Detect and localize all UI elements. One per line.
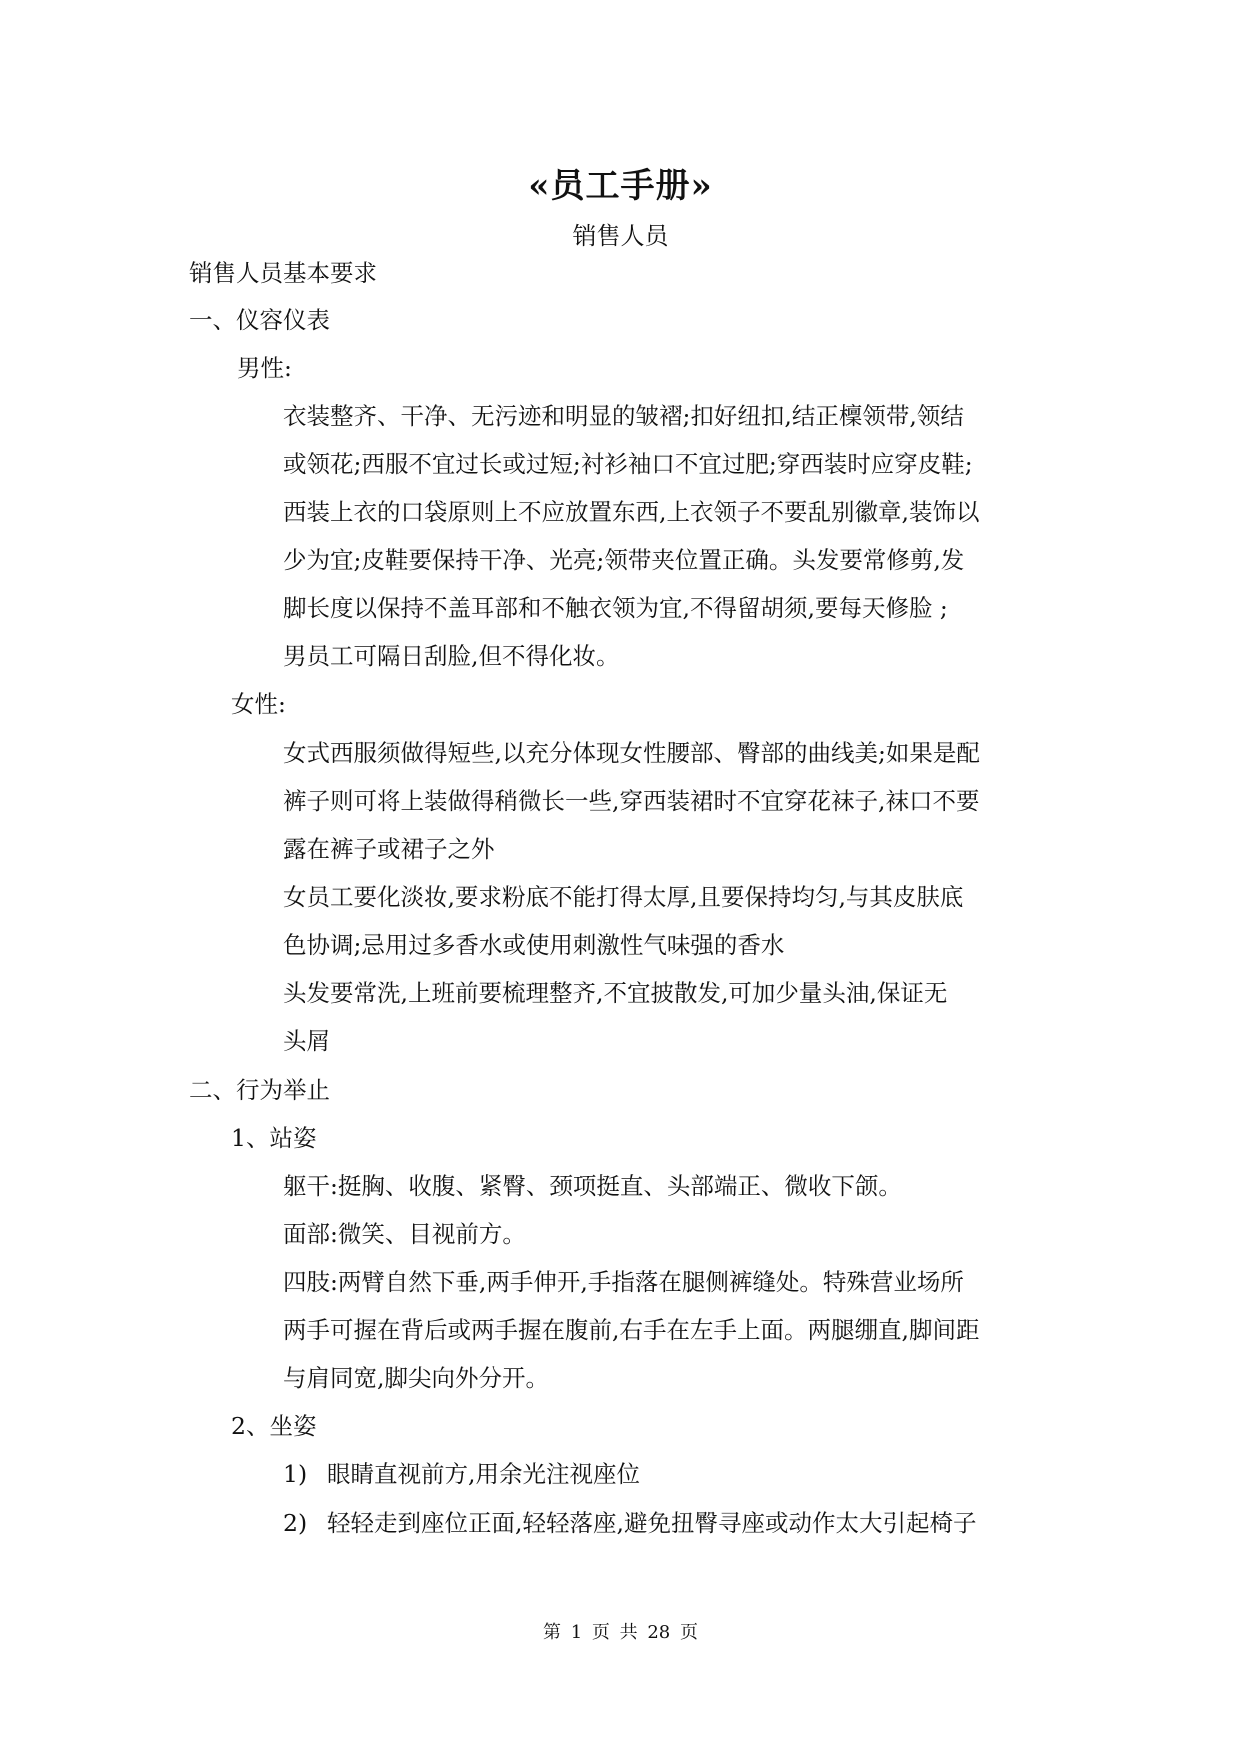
female-line: 色协调;忌用过多香水或使用刺激性气味强的香水 (283, 931, 785, 959)
document-subtitle: 销售人员 (572, 222, 669, 250)
female-line: 头屑 (283, 1027, 330, 1055)
list-text: 眼睛直视前方,用余光注视座位 (327, 1460, 640, 1488)
female-line: 裤子则可将上装做得稍微长一些,穿西装裙时不宜穿花袜子,袜口不要 (283, 787, 980, 815)
standing-line: 躯干:挺胸、收腹、紧臀、颈项挺直、头部端正、微收下颌。 (283, 1172, 902, 1200)
female-line: 女员工要化淡妆,要求粉底不能打得太厚,且要保持均匀,与其皮肤底 (283, 883, 964, 911)
sitting-label: 2、坐姿 (231, 1412, 317, 1440)
section-1-title: 一、仪容仪表 (189, 306, 330, 334)
female-line: 女式西服须做得短些,以充分体现女性腰部、臀部的曲线美;如果是配 (283, 739, 980, 767)
female-line: 头发要常洗,上班前要梳理整齐,不宜披散发,可加少量头油,保证无 (283, 979, 948, 1007)
standing-line: 四肢:两臂自然下垂,两手伸开,手指落在腿侧裤缝处。特殊营业场所 (283, 1268, 964, 1296)
male-label: 男性: (237, 354, 292, 382)
section-2-title: 二、行为举止 (189, 1076, 330, 1104)
sitting-item (283, 1508, 976, 1538)
male-line: 西装上衣的口袋原则上不应放置东西,上衣领子不要乱别徽章,装饰以 (283, 498, 980, 526)
document-title: «员工手册» (528, 166, 713, 206)
male-line: 脚长度以保持不盖耳部和不触衣领为宜,不得留胡须,要每天修脸 ; (283, 594, 948, 622)
male-line: 或领花;西服不宜过长或过短;衬衫袖口不宜过肥;穿西装时应穿皮鞋; (283, 450, 973, 478)
standing-line: 面部:微笑、目视前方。 (283, 1220, 526, 1248)
list-text: 轻轻走到座位正面,轻轻落座,避免扭臀寻座或动作太大引起椅子 (327, 1509, 977, 1537)
standing-label: 1、站姿 (231, 1124, 317, 1152)
list-number: 2) (283, 1509, 308, 1537)
standing-line: 两手可握在背后或两手握在腹前,右手在左手上面。两腿绷直,脚间距 (283, 1316, 980, 1344)
male-line: 衣装整齐、干净、无污迹和明显的皱褶;扣好纽扣,结正檁领带,领结 (283, 402, 964, 430)
section-heading: 销售人员基本要求 (189, 259, 377, 287)
page-footer: 第 1 页 共 28 页 (543, 1622, 698, 1643)
female-line: 露在裤子或裙子之外 (283, 835, 495, 863)
male-line: 男员工可隔日刮脸,但不得化妆。 (283, 642, 620, 670)
sitting-item (283, 1459, 640, 1489)
female-label: 女性: (231, 690, 286, 718)
standing-line: 与肩同宽,脚尖向外分开。 (283, 1364, 549, 1392)
male-line: 少为宜;皮鞋要保持干净、光亮;领带夹位置正确。头发要常修剪,发 (283, 546, 965, 574)
list-number: 1) (283, 1460, 308, 1488)
